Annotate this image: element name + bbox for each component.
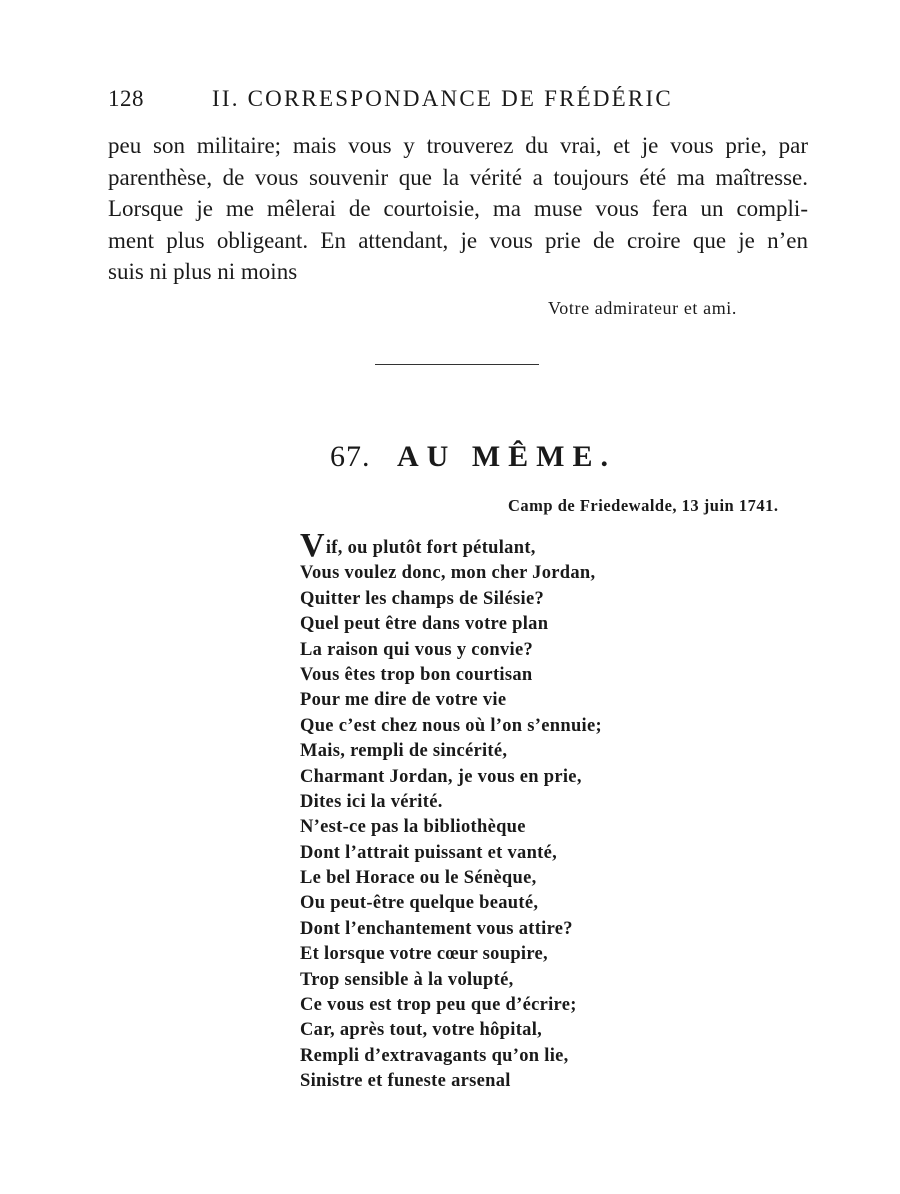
poem-line: Vous voulez donc, mon cher Jordan, xyxy=(300,563,596,584)
running-title: II. CORRESPONDANCE DE FRÉDÉRIC xyxy=(212,86,673,111)
poem-line: Vous êtes trop bon courtisan xyxy=(300,664,533,685)
poem-line: Trop sensible à la volupté, xyxy=(300,969,514,990)
page-number: 128 xyxy=(108,86,144,111)
running-head xyxy=(108,86,808,120)
poem-line: Pour me dire de votre vie xyxy=(300,690,507,711)
section-divider xyxy=(375,364,539,365)
poem xyxy=(300,527,660,1095)
poem-line: Dont l’attrait puissant et vanté, xyxy=(300,842,558,863)
poem-line: Ou peut-être quelque beauté, xyxy=(300,893,539,914)
dateline: Camp de Friedewalde, 13 juin 1741. xyxy=(508,496,779,515)
letter-number: 67. xyxy=(330,440,371,473)
poem-line: Quel peut être dans votre plan xyxy=(300,614,549,635)
poem-line: Ce vous est trop peu que d’écrire; xyxy=(300,995,577,1016)
drop-cap: V xyxy=(300,527,325,564)
prose-line: ment plus obligeant. En attendant, je vous prie de croire que je n’en xyxy=(108,227,808,253)
poem-first-line-text: if, ou plutôt fort pétulant, xyxy=(325,538,536,558)
prose-line: peu son militaire; mais vous y trouverez du vrai, et je vous prie, par xyxy=(108,133,808,158)
prose-line: parenthèse, de vous souvenir que la vérité a toujours été ma maîtresse. xyxy=(108,164,808,190)
poem-line: Mais, rempli de sincérité, xyxy=(300,741,508,762)
poem-line: Car, après tout, votre hôpital, xyxy=(300,1020,543,1041)
prose-line: Lorsque je me mêlerai de courtoisie, ma muse vous fera un compli- xyxy=(108,196,808,222)
signature: Votre admirateur et ami. xyxy=(548,298,738,318)
poem-line: Et lorsque votre cœur soupire, xyxy=(300,944,548,965)
poem-first-line xyxy=(300,527,660,564)
poem-line: Dont l’enchantement vous attire? xyxy=(300,918,573,939)
poem-line: Le bel Horace ou le Sénèque, xyxy=(300,868,537,889)
prose-paragraph xyxy=(108,130,808,288)
poem-line: Sinistre et funeste arsenal xyxy=(300,1071,511,1092)
poem-line: Que c’est chez nous où l’on s’ennuie; xyxy=(300,715,602,736)
poem-line: Rempli d’extravagants qu’on lie, xyxy=(300,1045,569,1066)
poem-line: N’est-ce pas la bibliothèque xyxy=(300,817,526,838)
poem-line: Dites ici la vérité. xyxy=(300,791,443,812)
letter-heading xyxy=(330,440,616,474)
poem-line: La raison qui vous y convie? xyxy=(300,639,534,660)
letter-title: AU MÊME. xyxy=(397,440,616,473)
poem-line: Quitter les champs de Silésie? xyxy=(300,588,545,609)
poem-line: Charmant Jordan, je vous en prie, xyxy=(300,766,582,787)
prose-line: suis ni plus ni moins xyxy=(108,259,298,285)
